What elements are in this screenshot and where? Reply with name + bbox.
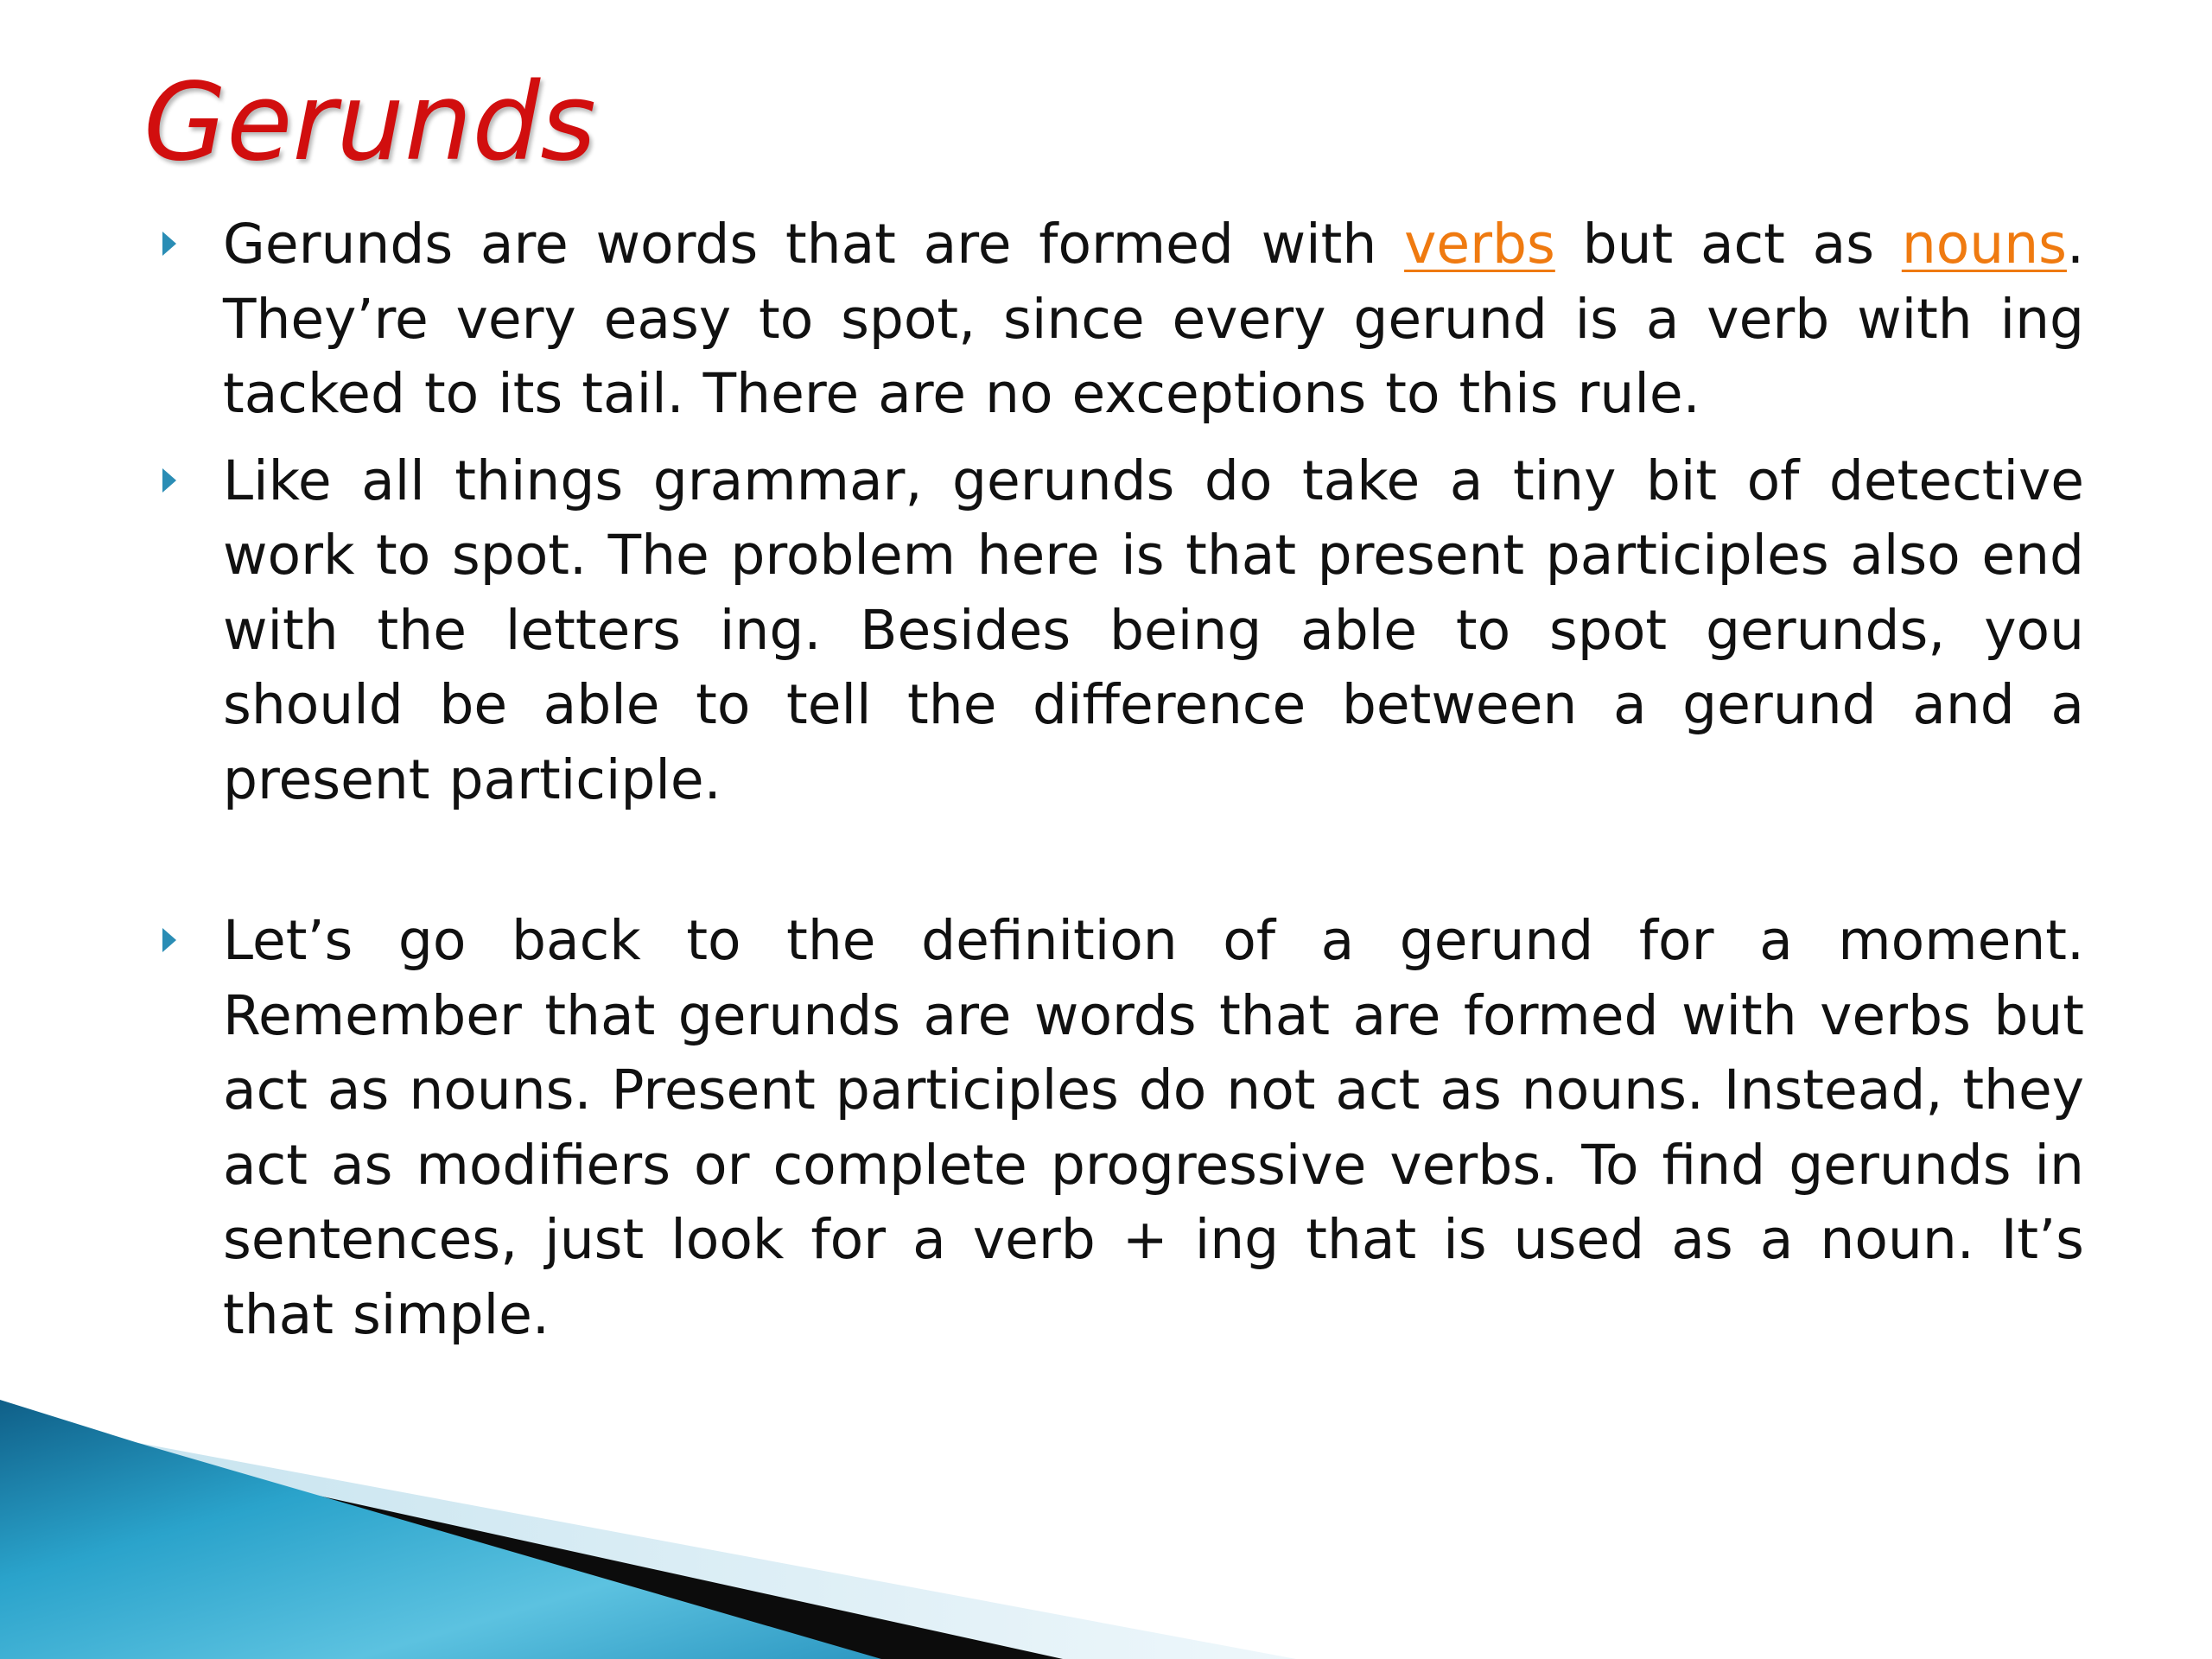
nouns-link[interactable]: nouns (1901, 213, 2067, 276)
slide-title: Gerunds (143, 60, 596, 185)
bullet-text-segment: but act as (1554, 213, 1902, 276)
bullet-text-segment: Let’s go back to the definition of a gerund for a moment. Remember that gerunds are words that are formed with verbs but act as nouns. Present participles do not act as nouns. Instead, they act as modifiers or complete progressive verbs. To find gerunds in sentences, just look for a verb + ing that is used as a noun. It’s that simple. (223, 909, 2084, 1346)
verbs-link[interactable]: verbs (1404, 213, 1555, 276)
bullet-text-segment: Like all things grammar, gerunds do take a tiny bit of detective work to spot. The problem here is that present participles also end with the letters ing. Besides being able to spot gerunds, you should be able to tell the difference between a gerund and a present participle. (223, 448, 2084, 811)
bullet-text-segment: . They’re very easy to spot, since every gerund is a verb with ing tacked to its tail. There are no exceptions to this rule. (223, 213, 2084, 425)
bullet-text-segment: Gerunds are words that are formed with (223, 213, 1405, 276)
